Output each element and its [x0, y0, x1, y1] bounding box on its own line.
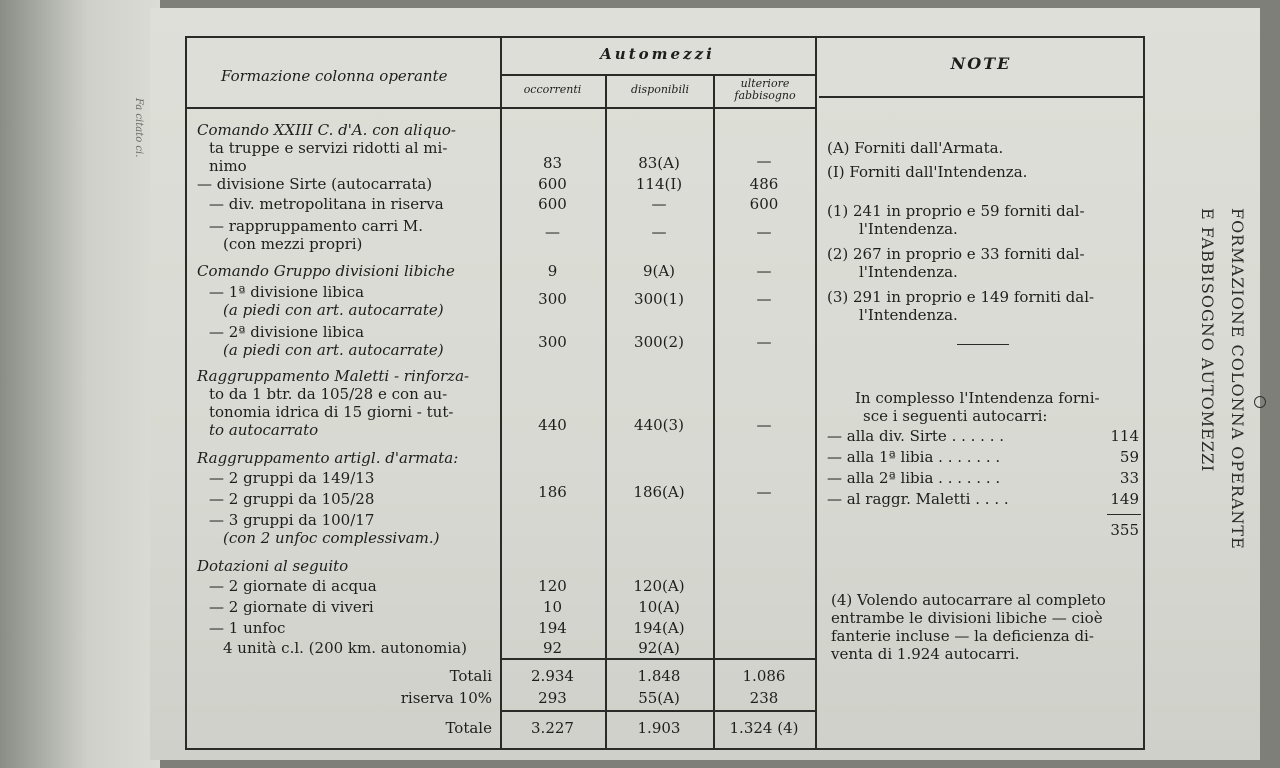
row-label: — rappruppamento carri M.: [209, 217, 424, 235]
cell-occorrenti: 92: [542, 639, 563, 657]
row-label: — 2ª divisione libica: [209, 323, 365, 341]
cell-ulteriore: —: [756, 416, 772, 434]
row-label: ta truppe e servizi ridotti al mi-: [209, 139, 448, 157]
cell-occorrenti: 600: [538, 175, 567, 193]
note-3: l'Intendenza.: [859, 306, 958, 324]
note-3: (3) 291 in proprio e 149 forniti dal-: [827, 288, 1095, 306]
cell-disponibili: 300(1): [634, 290, 684, 308]
row-label: Raggruppamento artigl. d'armata:: [197, 449, 459, 467]
cell-occorrenti: 300: [538, 333, 567, 351]
cell-ulteriore: —: [756, 262, 772, 280]
notes-intro: sce i seguenti autocarri:: [863, 407, 1048, 425]
cell-occorrenti: 9: [547, 262, 558, 280]
cell-ulteriore: —: [756, 333, 772, 351]
row-label: — 3 gruppi da 100/17: [209, 511, 375, 529]
cell-occorrenti: 600: [538, 195, 567, 213]
notes-list-value: 59: [1119, 448, 1139, 466]
cell-ulteriore: —: [756, 223, 772, 241]
note-a: (A) Forniti dall'Armata.: [827, 139, 1004, 157]
table-frame: [185, 36, 1145, 750]
cell-occorrenti: 300: [538, 290, 567, 308]
cell-occorrenti: 120: [538, 577, 567, 595]
reserve-label: riserva 10%: [400, 689, 492, 707]
note-1: (1) 241 in proprio e 59 forniti dal-: [827, 202, 1085, 220]
row-label: (a piedi con art. autocarrate): [223, 341, 444, 359]
cell-disponibili: 186(A): [633, 483, 685, 501]
row-label: to da 1 btr. da 105/28 e con au-: [209, 385, 448, 403]
notes-separator: [957, 344, 1009, 345]
row-label: Dotazioni al seguito: [197, 557, 349, 575]
header-ulteriore-2: fabbisogno: [734, 89, 796, 102]
header-disponibili: disponibili: [630, 83, 690, 96]
note-1: l'Intendenza.: [859, 220, 958, 238]
grand-total-line: [500, 710, 815, 712]
cell-disponibili: —: [651, 195, 667, 213]
grand-total-label: Totale: [445, 719, 492, 737]
cell-ulteriore: 486: [749, 175, 779, 193]
totals-label: Totali: [449, 667, 492, 685]
row-label: (con 2 unfoc complessivam.): [223, 529, 440, 547]
cell-disponibili: —: [651, 223, 667, 241]
note-4: venta di 1.924 autocarri.: [831, 645, 1020, 663]
row-label: Raggruppamento Maletti - rinforza-: [197, 367, 470, 385]
note-2: l'Intendenza.: [859, 263, 958, 281]
notes-total: 355: [1110, 521, 1139, 539]
note-4: entrambe le divisioni libiche — cioè: [831, 609, 1103, 627]
side-title: [1198, 208, 1252, 568]
notes-list-label: — alla 1ª libia . . . . . . .: [827, 448, 1001, 466]
note-4: (4) Volendo autocarrare al completo: [831, 591, 1106, 609]
notes-list-value: 33: [1119, 469, 1139, 487]
grand-total-disponibili: 1.903: [637, 719, 681, 737]
cell-occorrenti: 194: [538, 619, 567, 637]
cell-ulteriore: 600: [749, 195, 779, 213]
row-label: — 2 giornate di acqua: [209, 577, 377, 595]
row-label: — 2 gruppi da 149/13: [209, 469, 375, 487]
row-label: to autocarrato: [209, 421, 319, 439]
note-4: fanterie incluse — la deficienza di-: [831, 627, 1094, 645]
margin-note: Fa citato ci.: [133, 98, 144, 158]
header-automezzi: Automezzi: [600, 45, 715, 63]
grand-total-occorrenti: 3.227: [531, 719, 574, 737]
side-title-line-2: E FABBISOGNO AUTOMEZZI: [1198, 208, 1217, 473]
row-label: — 2 gruppi da 105/28: [209, 490, 375, 508]
cell-occorrenti: 440: [538, 416, 567, 434]
notes-list-value: 149: [1110, 490, 1139, 508]
totals-disponibili: 1.848: [637, 667, 681, 685]
header-formazione: Formazione colonna operante: [221, 67, 448, 85]
totals-occorrenti: 2.934: [531, 667, 574, 685]
notes-list-label: — al raggr. Maletti . . . .: [827, 490, 1009, 508]
cell-ulteriore: —: [756, 152, 772, 170]
notes-list-value: 114: [1110, 427, 1139, 445]
row-label: 4 unità c.l. (200 km. autonomia): [223, 639, 467, 657]
header-occorrenti: occorrenti: [523, 83, 582, 96]
automezzi-underline: [500, 74, 815, 76]
cell-disponibili: 9(A): [642, 262, 676, 280]
reserve-ulteriore: 238: [749, 689, 779, 707]
header-bottom-line: [187, 107, 815, 109]
row-label: Comando XXIII C. d'A. con aliquo-: [197, 121, 456, 139]
row-label: tonomia idrica di 15 giorni - tut-: [209, 403, 454, 421]
book-page: [133, 8, 1260, 760]
side-title-line-1: FORMAZIONE COLONNA OPERANTE: [1228, 208, 1247, 550]
row-label: — 1 unfoc: [209, 619, 286, 637]
cell-disponibili: 114(I): [635, 175, 683, 193]
row-label: (a piedi con art. autocarrate): [223, 301, 444, 319]
note-i: (I) Forniti dall'Intendenza.: [827, 163, 1028, 181]
reserve-occorrenti: 293: [538, 689, 567, 707]
notes-list-label: — alla div. Sirte . . . . . .: [827, 427, 1005, 445]
notes-list-label: — alla 2ª libia . . . . . . .: [827, 469, 1001, 487]
cell-occorrenti: —: [545, 223, 560, 241]
grand-total-ulteriore: 1.324 (4): [729, 719, 799, 737]
totals-ulteriore: 1.086: [742, 667, 786, 685]
cell-disponibili: 120(A): [633, 577, 685, 595]
cell-occorrenti: 10: [542, 598, 563, 616]
notes-intro: In complesso l'Intendenza forni-: [855, 389, 1100, 407]
row-label: — div. metropolitana in riserva: [209, 195, 444, 213]
cell-ulteriore: —: [756, 483, 772, 501]
row-label: nimo: [209, 157, 247, 175]
header-note: NOTE: [950, 54, 1012, 73]
note-2: (2) 267 in proprio e 33 forniti dal-: [827, 245, 1085, 263]
reserve-disponibili: 55(A): [638, 689, 680, 707]
cursor-icon: [1254, 396, 1266, 408]
cell-disponibili: 194(A): [633, 619, 685, 637]
cell-disponibili: 300(2): [634, 333, 684, 351]
cell-disponibili: 92(A): [638, 639, 680, 657]
col-divider-ulteriore: [815, 38, 817, 750]
row-label: (con mezzi propri): [223, 235, 363, 253]
row-label: — 2 giornate di viveri: [209, 598, 374, 616]
cell-disponibili: 440(3): [634, 416, 684, 434]
cell-disponibili: 83(A): [638, 154, 680, 172]
header-ulteriore-1: ulteriore: [740, 77, 790, 90]
note-header-line: [819, 96, 1143, 98]
cell-disponibili: 10(A): [638, 598, 680, 616]
row-label: Comando Gruppo divisioni libiche: [197, 262, 455, 280]
row-label: — divisione Sirte (autocarrata): [197, 175, 433, 193]
cell-occorrenti: 83: [542, 154, 563, 172]
cell-ulteriore: —: [756, 290, 772, 308]
totals-line: [500, 658, 815, 660]
notes-sum-line: [1107, 514, 1141, 515]
cell-occorrenti: 186: [538, 483, 567, 501]
row-label: — 1ª divisione libica: [209, 283, 365, 301]
